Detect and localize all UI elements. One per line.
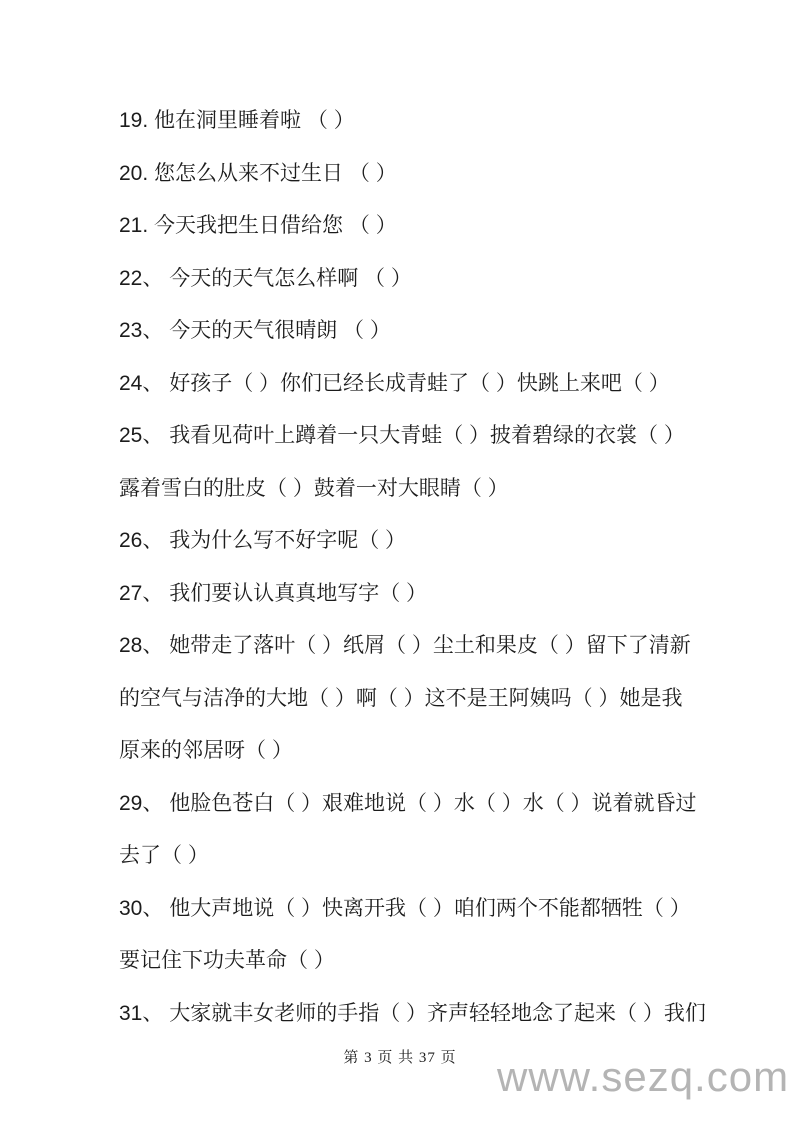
worksheet-line-30: 30、 他大声地说（ ）快离开我（ ）咱们两个不能都牺牲（ ） (119, 896, 691, 920)
watermark: www.sezq.com (497, 1053, 790, 1100)
page-number: 第 3 页 共 37 页 (343, 1050, 457, 1066)
worksheet-line-26: 26、 我为什么写不好字呢（ ） (119, 529, 407, 552)
worksheet-line-27: 27、 我们要认认真真地写字（ ） (119, 581, 428, 605)
worksheet-line-20: 20. 您怎么从来不过生日 （ ） (119, 161, 397, 185)
worksheet-line-22: 22、 今天的天气怎么样啊 （ ） (119, 266, 412, 290)
worksheet-body (119, 95, 719, 1040)
worksheet-line-29: 29、 他脸色苍白（ ）艰难地说（ ）水（ ）水（ ）说着就昏过 (119, 791, 697, 815)
worksheet-line-25: 25、 我看见荷叶上蹲着一只大青蛙（ ）披着碧绿的衣裳（ ） (119, 424, 685, 447)
worksheet-line-29-cont: 去了（ ） (119, 844, 209, 867)
worksheet-line-24: 24、 好孩子（ ）你们已经长成青蛙了（ ）快跳上来吧（ ） (119, 371, 670, 395)
worksheet-line-28-cont2: 原来的邻居呀（ ） (119, 739, 293, 762)
worksheet-line-31: 31、 大家就丰女老师的手指（ ）齐声轻轻地念了起来（ ）我们 (119, 1001, 706, 1025)
worksheet-line-19: 19. 他在洞里睡着啦 （ ） (119, 109, 355, 132)
worksheet-line-21: 21. 今天我把生日借给您 （ ） (119, 214, 397, 237)
worksheet-line-23: 23、 今天的天气很晴朗 （ ） (119, 319, 391, 342)
worksheet-line-30-cont: 要记住下功夫革命（ ） (119, 949, 335, 972)
worksheet-line-25-cont: 露着雪白的肚皮（ ）鼓着一对大眼睛（ ） (119, 476, 509, 500)
worksheet-line-28: 28、 她带走了落叶（ ）纸屑（ ）尘土和果皮（ ）留下了清新 (119, 634, 691, 657)
worksheet-line-28-cont: 的空气与洁净的大地（ ）啊（ ）这不是王阿姨吗（ ）她是我 (119, 686, 683, 710)
